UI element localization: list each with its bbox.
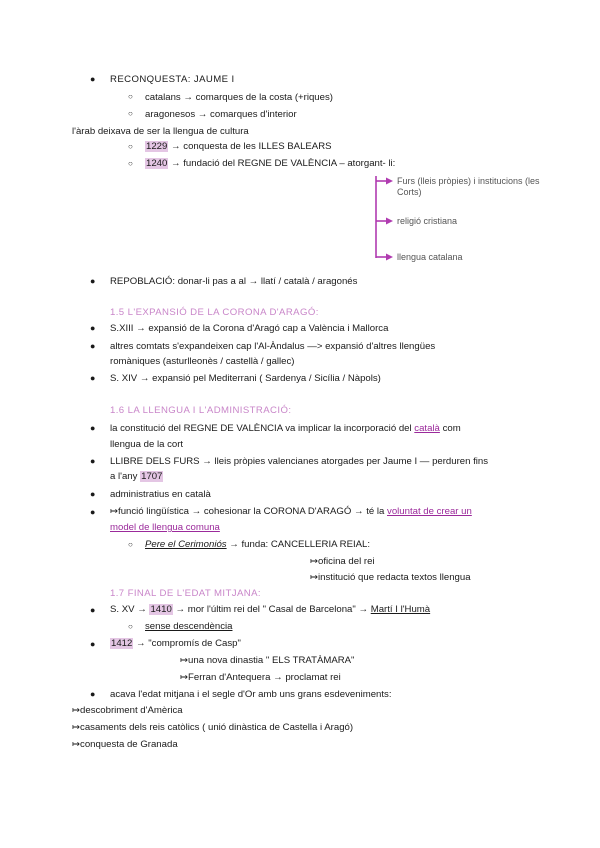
bullet: ● [90, 423, 96, 433]
aragonesos-line: aragonesos → comarques d'interior [145, 109, 297, 120]
reconquesta-title: RECONQUESTA: JAUME I [110, 74, 235, 85]
bullet: ● [90, 276, 96, 286]
bullet: ● [90, 489, 96, 499]
heading-1-5: 1.5 L'EXPANSIÓ DE LA CORONA D'ARAGÓ: [110, 307, 319, 318]
bullet: ● [90, 341, 96, 351]
event-america: ↦descobriment d'Amèrica [72, 705, 183, 716]
s17-b2 [110, 637, 241, 650]
s16-b1-end: com [439, 423, 461, 434]
s16-sub1-rest: → funda: CANCELLERIA REIAL: [226, 539, 371, 550]
s16-sub1a: ↦oficina del rei [310, 556, 375, 567]
s16-b4 [110, 505, 472, 518]
bullet: ● [90, 507, 96, 517]
model-link[interactable]: model de llengua comuna [110, 522, 220, 533]
s16-b2b [110, 470, 163, 483]
sub-bullet: ○ [128, 622, 133, 631]
s17-b2-text: → "compromís de Casp" [133, 638, 241, 649]
pere-name: Pere el Cerimoniós [145, 539, 227, 550]
year-1412: 1412 [111, 638, 133, 649]
s17-b3: acava l'edat mitjana i el segle d'Or amb uns grans esdeveniments: [110, 689, 392, 700]
s16-b1c: llengua de la cort [110, 439, 184, 450]
s15-b2a: altres comtats s'expandeixen cap l'Al-Àndalus —> expansió d'altres llengües [110, 341, 436, 352]
atorg-furs-line1: Furs (lleis pròpies) i institucions (les [397, 176, 540, 186]
sub-bullet: ○ [128, 109, 133, 118]
arab-line: l'àrab deixava de ser la llengua de cultura [72, 126, 249, 137]
atorg-religio: religió cristiana [397, 216, 458, 226]
sub-bullet: ○ [128, 159, 133, 168]
s16-b2a: LLIBRE DELS FURS → lleis pròpies valencianes atorgades per Jaume I — perduren fins [110, 456, 489, 467]
bullet: ● [90, 689, 96, 699]
catala-link[interactable]: català [414, 423, 440, 434]
s16-b2b-text: a l'any [110, 471, 141, 482]
bullet: ● [90, 373, 96, 383]
s16-b1 [110, 422, 461, 435]
s16-b1-text: la constitució del REGNE DE VALÈNCIA va implicar la incorporació del [110, 423, 415, 434]
s16-sub1b: ↦institució que redacta textos llengua [310, 572, 471, 583]
s16-b4-text: ↦funció lingüística → cohesionar la CORONA D'ARAGÓ → té la [110, 506, 388, 517]
bullet: ● [90, 605, 96, 615]
year-1240: 1240 [146, 158, 168, 169]
event-casaments: ↦casaments dels reis catòlics ( unió dinàstica de Castella i Aragó) [72, 722, 354, 733]
atorg-llengua: llengua catalana [397, 252, 463, 262]
s17-b2b: ↦Ferran d'Antequera → proclamat rei [180, 672, 341, 683]
heading-1-7: 1.7 FINAL DE L'EDAT MITJANA: [110, 588, 261, 599]
s17-b2a: ↦una nova dinastia " ELS TRATÀMARA" [180, 655, 355, 666]
s15-b1: S.XIII → expansió de la Corona d'Aragó cap a València i Mallorca [110, 323, 389, 334]
s17-b1 [110, 603, 430, 616]
s16-sub1 [145, 538, 370, 551]
text-1229: → conquesta de les ILLES BALEARS [168, 141, 332, 152]
sub-bullet: ○ [128, 540, 133, 549]
year-1707: 1707 [141, 471, 163, 482]
catalans-line: catalans → comarques de la costa (+riques) [145, 92, 333, 103]
heading-1-6: 1.6 LA LLENGUA I L'ADMINISTRACIÓ: [110, 405, 292, 416]
sub-bullet: ○ [128, 142, 133, 151]
bullet: ● [90, 74, 96, 84]
bullet: ● [90, 456, 96, 466]
sub-bullet: ○ [128, 92, 133, 101]
event-granada: ↦conquesta de Granada [72, 739, 178, 750]
s17-b1-text: S. XV → [110, 604, 150, 615]
atorg-furs-line2: Corts) [397, 187, 422, 197]
text-1240: → fundació del REGNE DE VALÈNCIA – atorgant- li: [168, 158, 396, 169]
voluntat-link[interactable]: voluntat de crear un [387, 506, 472, 517]
bullet: ● [90, 323, 96, 333]
s15-b2b: romàniques (asturlleonès / castellà / gallec) [110, 356, 295, 367]
s16-b3: administratius en català [110, 489, 211, 500]
year-1229: 1229 [146, 141, 168, 152]
bullet: ● [90, 639, 96, 649]
year-1410: 1410 [150, 604, 172, 615]
s17-b1-rest: → mor l'últim rei del " Casal de Barcelona" → [172, 604, 371, 615]
s17-sub1: sense descendència [145, 621, 233, 632]
s15-b3: S. XIV → expansió pel Mediterrani ( Sardenya / Sicília / Nàpols) [110, 373, 381, 384]
repoblacio-line: REPOBLACIÓ: donar-li pas a al → llatí / català / aragonés [110, 276, 358, 287]
marti-name: Martí I l'Humà [370, 604, 431, 615]
